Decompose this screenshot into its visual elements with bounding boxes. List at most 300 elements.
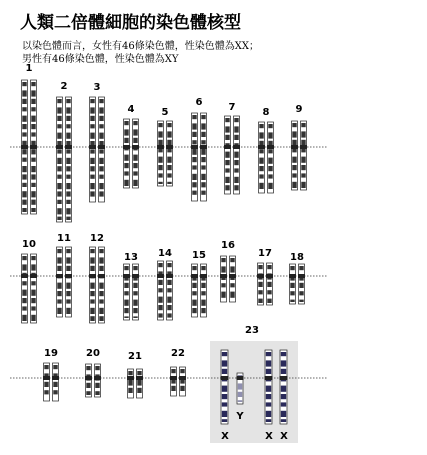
chromosome-right-band bbox=[234, 185, 238, 190]
chromosome-left-band bbox=[290, 291, 294, 295]
chromosome-right-band bbox=[201, 123, 205, 129]
chromosome-right-band bbox=[99, 316, 103, 321]
chromosome-right-band bbox=[133, 121, 137, 125]
chromosome-left-band bbox=[124, 266, 128, 270]
chromosome-left-band bbox=[192, 123, 196, 129]
chromosome-pair-22 bbox=[170, 367, 186, 396]
chromosome-left-centromere bbox=[123, 274, 130, 278]
chromosome-left bbox=[127, 369, 134, 398]
chromosome-right-band bbox=[99, 175, 103, 179]
chromosome-right-band bbox=[230, 283, 234, 287]
chromosome-left-band bbox=[192, 149, 196, 155]
chromosome-right-centromere bbox=[65, 274, 72, 278]
chromosome-left-band bbox=[57, 257, 61, 263]
chromosome-left-band bbox=[86, 383, 90, 388]
chromosome-right-band bbox=[66, 191, 70, 196]
chromosome-left-band bbox=[171, 369, 175, 373]
chromosome-label: 22 bbox=[171, 348, 185, 359]
x-chromosome-band bbox=[222, 352, 227, 356]
x-chromosome-band bbox=[281, 402, 286, 406]
chromosome-left-band bbox=[124, 316, 128, 318]
chromosome-left-band bbox=[57, 183, 61, 189]
chromosome-left-band bbox=[158, 182, 162, 184]
chromosome-label: 5 bbox=[161, 107, 169, 118]
chromosome-right-band bbox=[66, 249, 70, 253]
chromosome-left-band bbox=[44, 390, 48, 394]
x-chromosome-centromere bbox=[221, 376, 229, 380]
chromosome-right-band bbox=[133, 266, 137, 270]
chromosome-right-band bbox=[66, 308, 70, 314]
chromosome-left-band bbox=[22, 191, 26, 197]
chromosome-left-band bbox=[259, 174, 263, 178]
chromosome-right-band bbox=[133, 300, 137, 306]
chromosome-label: 8 bbox=[262, 107, 270, 118]
chromosome-right-band bbox=[99, 257, 103, 263]
chromosome-left-band bbox=[158, 313, 162, 317]
chromosome-left-band bbox=[225, 135, 229, 140]
chromosome-right bbox=[65, 247, 72, 317]
chromosome-right-band bbox=[31, 158, 35, 162]
chromosome-left-band bbox=[124, 171, 128, 175]
chromosome-right-band bbox=[201, 174, 205, 180]
chromosome-pair-5 bbox=[157, 121, 173, 186]
description-line-1: 以染色體而言，女性有46條染色體，性染色體為XX； bbox=[22, 41, 259, 52]
chromosome-right-band bbox=[301, 165, 305, 170]
chromosome-right bbox=[300, 121, 307, 190]
chromosome-right-centromere bbox=[132, 274, 139, 278]
chromosome-left-band bbox=[57, 308, 61, 314]
chromosome-right-centromere bbox=[98, 145, 105, 149]
chromosome-right-band bbox=[180, 369, 184, 373]
chromosome-left-band bbox=[90, 257, 94, 263]
chromosome-left-band bbox=[57, 208, 61, 214]
chromosome-right-band bbox=[133, 138, 137, 143]
chromosome-left-band bbox=[290, 266, 294, 270]
chromosome-right-band bbox=[137, 371, 141, 375]
chromosome-left-band bbox=[258, 265, 262, 269]
chromosome-right-band bbox=[167, 263, 171, 267]
chromosome-right-band bbox=[66, 217, 70, 220]
x-chromosome-band bbox=[222, 402, 227, 406]
x-chromosome-band bbox=[281, 419, 286, 422]
y-chromosome-centromere bbox=[237, 376, 244, 380]
x-chromosome-band bbox=[266, 352, 271, 356]
x-chromosome bbox=[221, 350, 229, 424]
chromosome-left-centromere bbox=[191, 274, 198, 278]
chromosome-right-band bbox=[201, 191, 205, 195]
chromosome-right-band bbox=[180, 386, 184, 391]
chromosome-right-band bbox=[66, 175, 70, 179]
chromosome-left-band bbox=[124, 283, 128, 288]
chromosome-left bbox=[123, 119, 130, 188]
chromosome-left-centromere bbox=[89, 274, 96, 278]
chromosome-right-band bbox=[268, 174, 272, 178]
x-chromosome-band bbox=[222, 369, 227, 374]
chromosome-right-centromere bbox=[30, 145, 37, 149]
chromosome-left-band bbox=[124, 129, 128, 135]
chromosome-right bbox=[98, 97, 105, 202]
x-chromosome-band bbox=[222, 394, 227, 399]
x-chromosome-centromere bbox=[265, 376, 273, 380]
chromosome-left-band bbox=[22, 306, 26, 310]
chromosome-pair-20 bbox=[85, 364, 101, 397]
chromosome-left bbox=[43, 363, 50, 401]
chromosome-right-band bbox=[31, 183, 35, 187]
chromosome-label: 21 bbox=[128, 351, 142, 362]
chromosome-label: 23 bbox=[245, 325, 259, 336]
chromosome-pair-11 bbox=[56, 247, 72, 317]
chromosome-left-band bbox=[22, 200, 26, 205]
chromosome-right-band bbox=[299, 291, 303, 295]
chromosome-left-band bbox=[192, 283, 196, 288]
chromosome-left-centromere bbox=[89, 145, 96, 149]
x-chromosome-band bbox=[266, 419, 271, 422]
chromosome-left-centromere bbox=[43, 376, 50, 380]
chromosome-left-band bbox=[192, 300, 196, 306]
chromosome-right-band bbox=[99, 183, 103, 189]
chromosome-left-band bbox=[90, 316, 94, 321]
chromosome-left-outline bbox=[22, 254, 28, 323]
x-chromosome-band bbox=[222, 386, 227, 392]
chromosome-right-band bbox=[201, 132, 205, 137]
chromosome-left bbox=[170, 367, 177, 396]
chromosome-right-centromere bbox=[30, 274, 37, 278]
chromosome-left bbox=[56, 247, 63, 317]
description-line-2: 男性有46條染色體，性染色體為XY bbox=[22, 54, 179, 65]
chromosome-left-band bbox=[22, 183, 26, 187]
chromosome-right bbox=[136, 369, 143, 398]
chromosome-right-centromere bbox=[166, 274, 173, 278]
y-chromosome bbox=[237, 373, 244, 404]
chromosome-left bbox=[21, 254, 28, 323]
chromosome-left-band bbox=[22, 132, 26, 136]
chromosome-right-centromere bbox=[65, 145, 72, 149]
chromosome-left-centromere bbox=[170, 376, 177, 380]
chromosome-right-band bbox=[201, 149, 205, 155]
chromosome-left-band bbox=[22, 290, 26, 296]
chromosome-left-band bbox=[57, 99, 61, 103]
chromosome-right-band bbox=[167, 157, 171, 163]
chromosome-right-band bbox=[99, 283, 103, 289]
chromosome-label: 11 bbox=[57, 233, 71, 244]
chromosome-right bbox=[233, 116, 240, 194]
chromosome-pair-18 bbox=[289, 264, 305, 304]
chromosome-right-band bbox=[301, 182, 305, 188]
y-chromosome-band bbox=[238, 392, 242, 397]
chromosome-left-band bbox=[124, 308, 128, 313]
chromosome-left-band bbox=[221, 292, 225, 298]
chromosome-right-centromere bbox=[229, 274, 236, 278]
chromosome-right-band bbox=[31, 124, 35, 129]
x-chromosome-band bbox=[281, 360, 286, 366]
chromosome-right-band bbox=[31, 149, 35, 154]
chromosome-right-band bbox=[99, 99, 103, 103]
chromosome-label: 13 bbox=[124, 252, 138, 263]
chromosome-left-band bbox=[124, 163, 128, 168]
chromosome-left bbox=[291, 121, 298, 190]
chromosome-pair-12 bbox=[89, 247, 105, 323]
chromosome-left bbox=[258, 122, 265, 193]
chromosome-pair-16 bbox=[220, 256, 236, 302]
chromosome-right-band bbox=[301, 131, 305, 137]
chromosome-pair-8 bbox=[258, 122, 274, 193]
chromosome-right-band bbox=[66, 124, 70, 128]
chromosome-right-band bbox=[31, 208, 35, 212]
chromosome-right-band bbox=[201, 157, 205, 162]
chromosome-left-band bbox=[57, 158, 61, 164]
chromosome-left-band bbox=[221, 266, 225, 272]
x-chromosome-band bbox=[281, 369, 286, 374]
chromosome-right-band bbox=[167, 297, 171, 303]
chromosome-right-band bbox=[99, 116, 103, 121]
chromosome-left-band bbox=[44, 365, 48, 369]
chromosome-left-band bbox=[128, 388, 132, 393]
chromosome-left-band bbox=[158, 305, 162, 310]
chromosome-left-centromere bbox=[291, 145, 298, 149]
chromosome-right bbox=[30, 80, 37, 214]
chromosome-left-band bbox=[90, 149, 94, 153]
chromosome-left-band bbox=[192, 266, 196, 270]
chromosome-right-band bbox=[268, 124, 272, 128]
chromosome-left-outline bbox=[124, 119, 130, 188]
chromosome-right-band bbox=[31, 132, 35, 136]
chromosome-right-band bbox=[201, 308, 205, 313]
chromosome-left-band bbox=[22, 158, 26, 162]
chromosome-left-band bbox=[290, 300, 294, 302]
chromosome-left-band bbox=[22, 99, 26, 104]
chromosome-left bbox=[89, 97, 96, 202]
chromosome-left-centromere bbox=[191, 145, 198, 149]
chromosome-left-band bbox=[292, 123, 296, 127]
chromosome-left-band bbox=[158, 288, 162, 292]
chromosome-left-band bbox=[90, 183, 94, 189]
x-label: X bbox=[221, 431, 229, 442]
chromosome-left-band bbox=[192, 157, 196, 162]
chromosome-left-band bbox=[90, 249, 94, 253]
chromosome-right-band bbox=[167, 305, 171, 310]
chromosome-left-band bbox=[158, 140, 162, 145]
chromosome-left-band bbox=[86, 391, 90, 395]
chromosome-right-band bbox=[66, 266, 70, 271]
chromosome-left-band bbox=[225, 185, 229, 190]
chromosome-left-band bbox=[124, 180, 128, 186]
chromosome-right-band bbox=[268, 158, 272, 164]
chromosome-left-band bbox=[192, 165, 196, 169]
chromosome-right-band bbox=[99, 299, 103, 303]
chromosome-right-band bbox=[99, 166, 103, 171]
x-label: X bbox=[280, 431, 288, 442]
chromosome-label: 18 bbox=[290, 252, 304, 263]
chromosome-right bbox=[132, 264, 139, 320]
chromosome-left-band bbox=[292, 131, 296, 137]
chromosome-left-band bbox=[128, 371, 132, 375]
chromosome-right-outline bbox=[31, 254, 37, 323]
chromosome-right-centromere bbox=[132, 145, 139, 149]
chromosome-left-band bbox=[221, 283, 225, 287]
chromosome-left-centromere bbox=[220, 274, 227, 278]
chromosome-left-band bbox=[57, 191, 61, 196]
chromosome-left-band bbox=[258, 299, 262, 303]
chromosome-right-band bbox=[230, 266, 234, 272]
chromosome-left-band bbox=[22, 166, 26, 172]
chromosome-left-band bbox=[90, 266, 94, 271]
chromosome-left-band bbox=[57, 124, 61, 128]
x-chromosome-band bbox=[266, 369, 271, 374]
chromosome-right bbox=[179, 367, 186, 396]
chromosome-right-band bbox=[234, 118, 238, 122]
chromosome-left-band bbox=[158, 280, 162, 285]
chromosome-left-band bbox=[90, 124, 94, 128]
chromosome-left-band bbox=[22, 208, 26, 212]
chromosome-right-band bbox=[137, 379, 141, 385]
chromosome-right-band bbox=[301, 157, 305, 163]
chromosome-right-band bbox=[299, 266, 303, 270]
chromosome-left-band bbox=[292, 182, 296, 188]
chromosome-left-band bbox=[290, 283, 294, 288]
chromosome-left-band bbox=[225, 118, 229, 122]
chromosome-right-band bbox=[31, 82, 35, 86]
x-chromosome-band bbox=[266, 402, 271, 406]
y-chromosome-band bbox=[238, 400, 242, 402]
chromosome-left bbox=[191, 113, 198, 201]
chromosome-right-band bbox=[230, 258, 234, 262]
chromosome-right-band bbox=[133, 180, 137, 186]
chromosome-right-band bbox=[234, 177, 238, 183]
chromosome-right-centromere bbox=[266, 274, 273, 278]
chromosome-pair-14 bbox=[157, 261, 173, 320]
chromosome-left-band bbox=[259, 183, 263, 189]
chromosome-right-band bbox=[31, 298, 35, 303]
chromosome-left-band bbox=[22, 315, 26, 321]
chromosome-left-band bbox=[90, 175, 94, 179]
chromosome-left-band bbox=[57, 133, 61, 139]
chromosome-label: 19 bbox=[44, 348, 58, 359]
chromosome-right-band bbox=[133, 316, 137, 318]
chromosome-pair-2 bbox=[56, 97, 72, 222]
chromosome-right-band bbox=[66, 99, 70, 103]
chromosome-right-band bbox=[31, 166, 35, 172]
x-chromosome-band bbox=[222, 360, 227, 366]
chromosome-right-band bbox=[234, 152, 238, 158]
chromosome-left bbox=[224, 116, 231, 194]
chromosome-right-band bbox=[31, 256, 35, 260]
chromosome-left-centromere bbox=[123, 145, 130, 149]
chromosome-left-band bbox=[22, 298, 26, 303]
chromosome-right-band bbox=[167, 173, 171, 177]
chromosome-right-band bbox=[201, 266, 205, 270]
chromosome-right-centromere bbox=[200, 274, 207, 278]
chromosome-label: 17 bbox=[258, 248, 272, 259]
chromosome-left-band bbox=[22, 107, 26, 111]
chromosome-left-band bbox=[158, 297, 162, 303]
x-chromosome-band bbox=[281, 386, 286, 392]
chromosome-right-centromere bbox=[298, 274, 305, 278]
chromosome-right-band bbox=[66, 133, 70, 139]
chromosome-label: 15 bbox=[192, 250, 206, 261]
chromosome-right-band bbox=[31, 264, 35, 270]
chromosome-right bbox=[229, 256, 236, 302]
chromosome-left-band bbox=[57, 217, 61, 220]
chromosome-right-band bbox=[133, 155, 137, 161]
chromosome-left-band bbox=[124, 138, 128, 143]
chromosome-left-centromere bbox=[85, 376, 92, 380]
chromosome-right-band bbox=[66, 200, 70, 204]
chromosome-right bbox=[267, 122, 274, 193]
chromosome-right-band bbox=[201, 300, 205, 306]
chromosome-pair-6 bbox=[191, 113, 207, 201]
chromosome-right-band bbox=[137, 388, 141, 393]
chromosome-right-centromere bbox=[98, 274, 105, 278]
chromosome-left-band bbox=[192, 291, 196, 295]
chromosome-left-band bbox=[22, 281, 26, 285]
x-chromosome bbox=[265, 350, 273, 424]
chromosome-left-band bbox=[44, 382, 48, 387]
chromosome-label: 9 bbox=[295, 104, 303, 115]
chromosome-right bbox=[65, 97, 72, 222]
chromosome-left-band bbox=[128, 379, 132, 385]
chromosome-left-band bbox=[57, 166, 61, 171]
chromosome-right-band bbox=[167, 288, 171, 292]
chromosome-left-band bbox=[90, 166, 94, 171]
chromosome-left-band bbox=[86, 366, 90, 370]
chromosome-right-band bbox=[234, 126, 238, 132]
chromosome-label: 6 bbox=[195, 97, 203, 108]
chromosome-left-band bbox=[225, 126, 229, 132]
chromosome-left-band bbox=[22, 149, 26, 154]
chromosome-left-band bbox=[259, 149, 263, 153]
chromosome-left-band bbox=[124, 155, 128, 161]
chromosome-right-outline bbox=[133, 119, 139, 188]
chromosome-label: 10 bbox=[22, 239, 36, 250]
chromosome-label: 1 bbox=[25, 63, 33, 74]
chromosome-left-band bbox=[57, 149, 61, 153]
chromosome-right-band bbox=[133, 308, 137, 313]
chromosome-right-band bbox=[31, 90, 35, 96]
chromosome-right-band bbox=[99, 124, 103, 128]
chromosome-right-band bbox=[95, 366, 99, 370]
chromosome-right-band bbox=[66, 158, 70, 164]
chromosome-left-band bbox=[22, 82, 26, 86]
chromosome-right bbox=[132, 119, 139, 188]
chromosome-pair-21 bbox=[127, 369, 143, 398]
chromosome-right-band bbox=[230, 292, 234, 298]
chromosome-label: 7 bbox=[228, 102, 236, 113]
x-chromosome-centromere bbox=[280, 376, 288, 380]
chromosome-label: 3 bbox=[93, 82, 101, 93]
chromosome-label: 20 bbox=[86, 348, 100, 359]
chromosome-right-band bbox=[95, 391, 99, 395]
chromosome-right-band bbox=[31, 116, 35, 122]
chromosome-left-band bbox=[292, 157, 296, 163]
chromosome-pair-17 bbox=[257, 263, 273, 305]
chromosome-pair-7 bbox=[224, 116, 240, 194]
chromosome-left-centromere bbox=[258, 145, 265, 149]
chromosome-left bbox=[56, 97, 63, 222]
chromosome-right-band bbox=[99, 158, 103, 164]
chromosome-right-band bbox=[31, 174, 35, 179]
chromosome-right-band bbox=[31, 200, 35, 205]
chromosome-left-outline bbox=[292, 121, 298, 190]
chromosome-left-centromere bbox=[157, 145, 164, 149]
chromosome-right-band bbox=[66, 291, 70, 296]
chromosome-left-band bbox=[90, 107, 94, 113]
chromosome-right-centromere bbox=[200, 145, 207, 149]
chromosome-right-band bbox=[53, 365, 57, 369]
chromosome-pair-15 bbox=[191, 264, 207, 317]
chromosome-right-band bbox=[31, 306, 35, 310]
chromosome-right-centromere bbox=[166, 145, 173, 149]
chromosome-left bbox=[85, 364, 92, 397]
